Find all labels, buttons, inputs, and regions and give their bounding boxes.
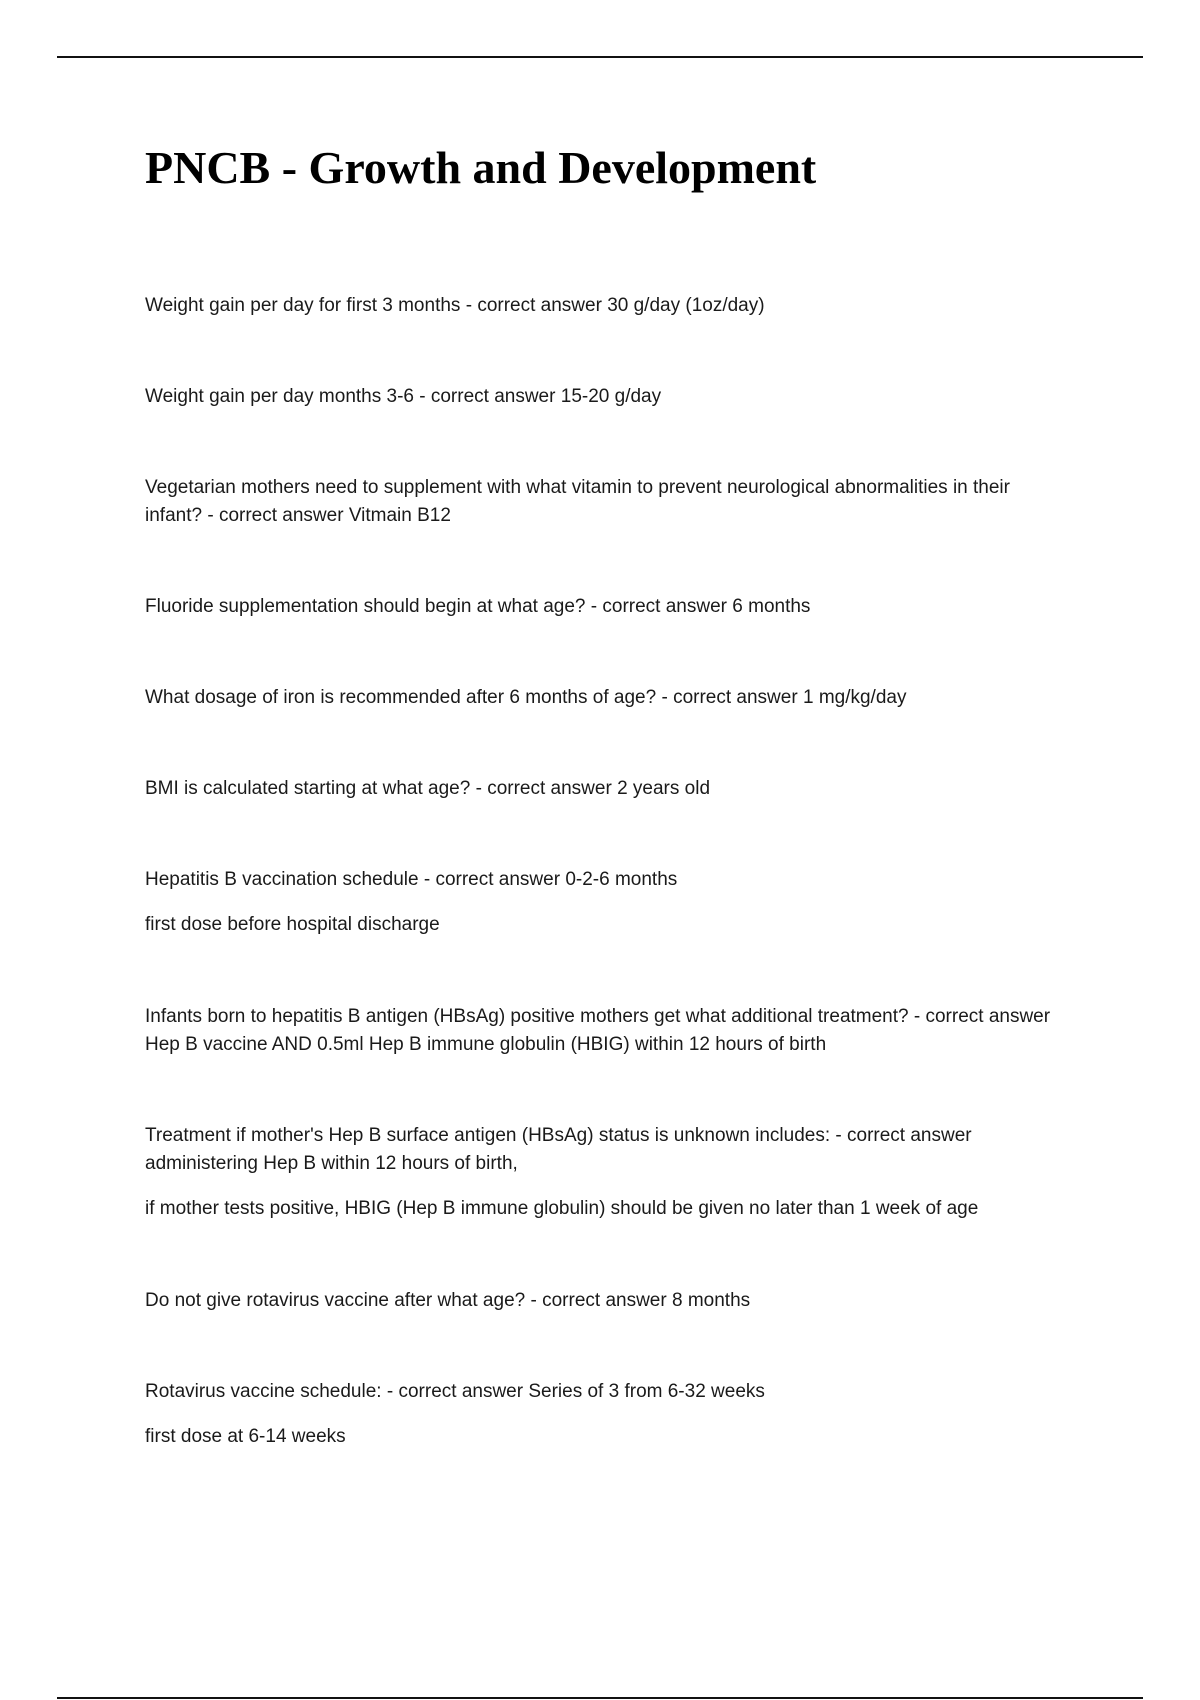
qa-item-9 bbox=[145, 1122, 1065, 1223]
qa-line bbox=[145, 1122, 1065, 1178]
question-text: Weight gain per day months 3-6 bbox=[145, 386, 414, 407]
separator: - bbox=[656, 687, 674, 708]
answer-text: administering Hep B within 12 hours of birth, bbox=[145, 1153, 518, 1174]
separator: - bbox=[585, 596, 603, 617]
qa-item-7 bbox=[145, 866, 1065, 939]
answer-label: correct answer bbox=[542, 1290, 667, 1311]
separator: - bbox=[908, 1006, 926, 1027]
question-text: Weight gain per day for first 3 months bbox=[145, 295, 461, 316]
answer-text: 1 mg/kg/day bbox=[802, 687, 907, 708]
answer-note: first dose before hospital discharge bbox=[145, 914, 440, 935]
qa-line bbox=[145, 474, 1065, 530]
question-text: Do not give rotavirus vaccine after what age? bbox=[145, 1290, 526, 1311]
separator: - bbox=[470, 778, 488, 799]
question-text: Fluoride supplementation should begin at what age? bbox=[145, 596, 586, 617]
qa-line bbox=[145, 593, 1065, 621]
answer-text: Series of 3 from 6-32 weeks bbox=[528, 1381, 765, 1402]
qa-line bbox=[145, 775, 1065, 803]
qa-line bbox=[145, 383, 1065, 411]
question-text: Hepatitis B vaccination schedule bbox=[145, 869, 419, 890]
answer-text: 6 months bbox=[732, 596, 811, 617]
qa-item-2 bbox=[145, 383, 1065, 411]
separator: - bbox=[460, 295, 478, 316]
answer-label: correct answer bbox=[435, 869, 561, 890]
question-text: Rotavirus vaccine schedule: bbox=[145, 1381, 382, 1402]
separator: - bbox=[525, 1290, 543, 1311]
question-text: Infants born to hepatitis B antigen (HBsAg) positive mothers get what additional treatment? bbox=[145, 1006, 909, 1027]
answer-text: 0-2-6 months bbox=[565, 869, 678, 890]
answer-label: correct answer bbox=[925, 1006, 1051, 1027]
answer-label: correct answer bbox=[477, 295, 602, 316]
answer-label: correct answer bbox=[398, 1381, 524, 1402]
qa-line bbox=[145, 1003, 1065, 1059]
qa-line bbox=[145, 684, 1065, 712]
qa-item-11 bbox=[145, 1378, 1065, 1451]
answer-label: correct answer bbox=[487, 778, 612, 799]
answer-label: correct answer bbox=[430, 386, 556, 407]
answer-text: 30 g/day (1oz/day) bbox=[607, 295, 765, 316]
answer-label: correct answer bbox=[673, 687, 798, 708]
answer-note: if mother tests positive, HBIG (Hep B immune globulin) should be given no later than 1 week of age bbox=[145, 1198, 979, 1219]
separator: - bbox=[830, 1125, 848, 1146]
top-rule bbox=[57, 56, 1143, 58]
qa-item-3 bbox=[145, 474, 1065, 530]
separator: - bbox=[381, 1381, 399, 1402]
question-text: Vegetarian mothers need to supplement with what vitamin to prevent neurological abnormalities in their infant? bbox=[145, 477, 1010, 526]
answer-note: first dose at 6-14 weeks bbox=[145, 1426, 346, 1447]
question-text: BMI is calculated starting at what age? bbox=[145, 778, 471, 799]
answer-text: Hep B vaccine AND 0.5ml Hep B immune globulin (HBIG) within 12 hours of birth bbox=[145, 1034, 827, 1055]
qa-item-1 bbox=[145, 292, 1065, 320]
answer-text: 15-20 g/day bbox=[560, 386, 662, 407]
qa-line bbox=[145, 866, 1065, 894]
answer-text: 2 years old bbox=[617, 778, 711, 799]
qa-line bbox=[145, 1378, 1065, 1406]
qa-line bbox=[145, 292, 1065, 320]
answer-label: correct answer bbox=[218, 505, 344, 526]
answer-text: 8 months bbox=[672, 1290, 751, 1311]
separator: - bbox=[418, 869, 436, 890]
separator: - bbox=[202, 505, 219, 526]
bottom-rule bbox=[57, 1697, 1143, 1699]
separator: - bbox=[413, 386, 431, 407]
qa-item-10 bbox=[145, 1287, 1065, 1315]
page-title: PNCB - Growth and Development bbox=[145, 142, 817, 193]
question-text: What dosage of iron is recommended after 6 months of age? bbox=[145, 687, 657, 708]
qa-item-6 bbox=[145, 775, 1065, 803]
qa-line bbox=[145, 1287, 1065, 1315]
answer-text: Vitmain B12 bbox=[348, 505, 451, 526]
qa-item-5 bbox=[145, 684, 1065, 712]
qa-item-4 bbox=[145, 593, 1065, 621]
qa-item-8 bbox=[145, 1003, 1065, 1059]
answer-label: correct answer bbox=[847, 1125, 972, 1146]
answer-label: correct answer bbox=[602, 596, 727, 617]
question-text: Treatment if mother's Hep B surface antigen (HBsAg) status is unknown includes: bbox=[145, 1125, 831, 1146]
